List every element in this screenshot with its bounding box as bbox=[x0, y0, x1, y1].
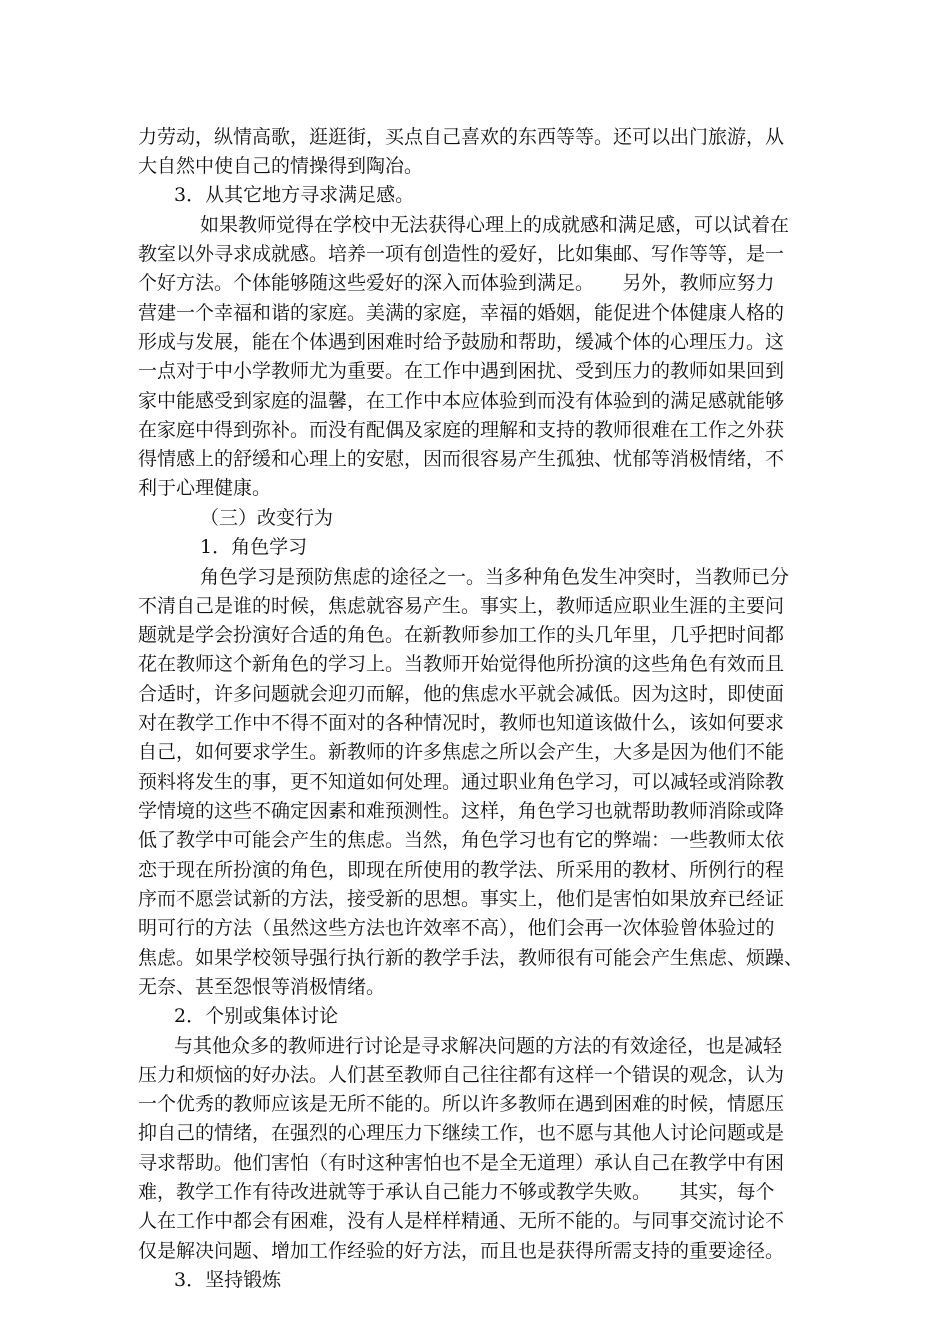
text-line: 一点对于中小学教师尤为重要。在工作中遇到困扰、受到压力的教师如果回到 bbox=[138, 360, 785, 382]
text-line: 恋于现在所扮演的角色，即现在所使用的教学法、所采用的教材、所例行的程 bbox=[138, 859, 785, 881]
text-line: 预料将发生的事，更不知道如何处理。通过职业角色学习，可以减轻或消除教 bbox=[138, 771, 785, 793]
text-line: 序而不愿尝试新的方法，接受新的思想。事实上，他们是害怕如果放弃已经证 bbox=[138, 888, 785, 910]
text-line: 自己，如何要求学生。新教师的许多焦虑之所以会产生，大多是因为他们不能 bbox=[138, 741, 785, 763]
text-line: 教室以外寻求成就感。培养一项有创造性的爱好，比如集邮、写作等等，是一 bbox=[138, 243, 785, 265]
text-line: 如果教师觉得在学校中无法获得心理上的成就感和满足感，可以试着在 bbox=[200, 214, 790, 236]
text-line: 利于心理健康。 bbox=[138, 477, 272, 499]
text-line: 一个优秀的教师应该是无所不能的。所以许多教师在遇到困难的时候，情愿压 bbox=[138, 1093, 785, 1115]
text-line: 学情境的这些不确定因素和难预测性。这样，角色学习也就帮助教师消除或降 bbox=[138, 800, 785, 822]
text-line: 营建一个幸福和谐的家庭。美满的家庭，幸福的婚姻，能促进个体健康人格的 bbox=[138, 302, 785, 324]
section-heading: 3．从其它地方寻求满足感。 bbox=[174, 184, 415, 206]
text-line: 得情感上的舒缓和心理上的安慰，因而很容易产生孤独、忧郁等消极情绪，不 bbox=[138, 448, 785, 470]
text-line: 不清自己是谁的时候，焦虑就容易产生。事实上，教师适应职业生涯的主要问 bbox=[138, 595, 785, 617]
text-line: 低了教学中可能会产生的焦虑。当然，角色学习也有它的弊端：一些教师太依 bbox=[138, 829, 785, 851]
text-line: 角色学习是预防焦虑的途径之一。当多种角色发生冲突时，当教师已分 bbox=[200, 566, 790, 588]
text-line: 无奈、甚至怨恨等消极情绪。 bbox=[138, 976, 386, 998]
text-line: 大自然中使自己的情操得到陶冶。 bbox=[138, 155, 424, 177]
text-line: 在家庭中得到弥补。而没有配偶及家庭的理解和支持的教师很难在工作之外获 bbox=[138, 419, 785, 441]
text-line: 人在工作中都会有困难，没有人是样样精通、无所不能的。与同事交流讨论不 bbox=[138, 1210, 785, 1232]
text-line: 抑自己的情绪，在强烈的心理压力下继续工作，也不愿与其他人讨论问题或是 bbox=[138, 1122, 785, 1144]
text-line: 形成与发展，能在个体遇到困难时给予鼓励和帮助，缓减个体的心理压力。这 bbox=[138, 331, 785, 353]
text-line: 花在教师这个新角色的学习上。当教师开始觉得他所扮演的这些角色有效而且 bbox=[138, 653, 785, 675]
section-heading: 1．角色学习 bbox=[200, 536, 308, 558]
text-line: 题就是学会扮演好合适的角色。在新教师参加工作的头几年里，几乎把时间都 bbox=[138, 624, 785, 646]
text-line: 与其他众多的教师进行讨论是寻求解决问题的方法的有效途径，也是减轻 bbox=[174, 1035, 783, 1057]
section-heading: 2．个别或集体讨论 bbox=[174, 1005, 339, 1027]
text-line: 家中能感受到家庭的温馨，在工作中本应体验到而没有体验到的满足感就能够 bbox=[138, 390, 785, 412]
text-line: 寻求帮助。他们害怕（有时这种害怕也不是全无道理）承认自己在教学中有困 bbox=[138, 1152, 785, 1174]
text-line: 对在教学工作中不得不面对的各种情况时，教师也知道该做什么，该如何要求 bbox=[138, 712, 785, 734]
text-line: 焦虑。如果学校领导强行执行新的教学手法，教师很有可能会产生焦虑、烦躁、 bbox=[138, 947, 804, 969]
text-line: 压力和烦恼的好办法。人们甚至教师自己往往都有这样一个错误的观念，认为 bbox=[138, 1064, 785, 1086]
section-heading: （三）改变行为 bbox=[200, 507, 334, 529]
text-line: 明可行的方法（虽然这些方法也许效率不高），他们会再一次体验曾体验过的 bbox=[138, 917, 775, 939]
text-line: 力劳动，纵情高歌，逛逛街，买点自己喜欢的东西等等。还可以出门旅游，从 bbox=[138, 126, 785, 148]
text-line: 难，教学工作有待改进就等于承认自己能力不够或教学失败。 其实，每个 bbox=[138, 1181, 775, 1203]
text-line: 个好方法。个体能够随这些爱好的深入而体验到满足。 另外，教师应努力 bbox=[138, 272, 775, 294]
section-heading: 3．坚持锻炼 bbox=[174, 1269, 282, 1291]
text-line: 仅是解决问题、增加工作经验的好方法，而且也是获得所需支持的重要途径。 bbox=[138, 1240, 785, 1262]
text-line: 合适时，许多问题就会迎刃而解，他的焦虑水平就会减低。因为这时，即使面 bbox=[138, 683, 785, 705]
